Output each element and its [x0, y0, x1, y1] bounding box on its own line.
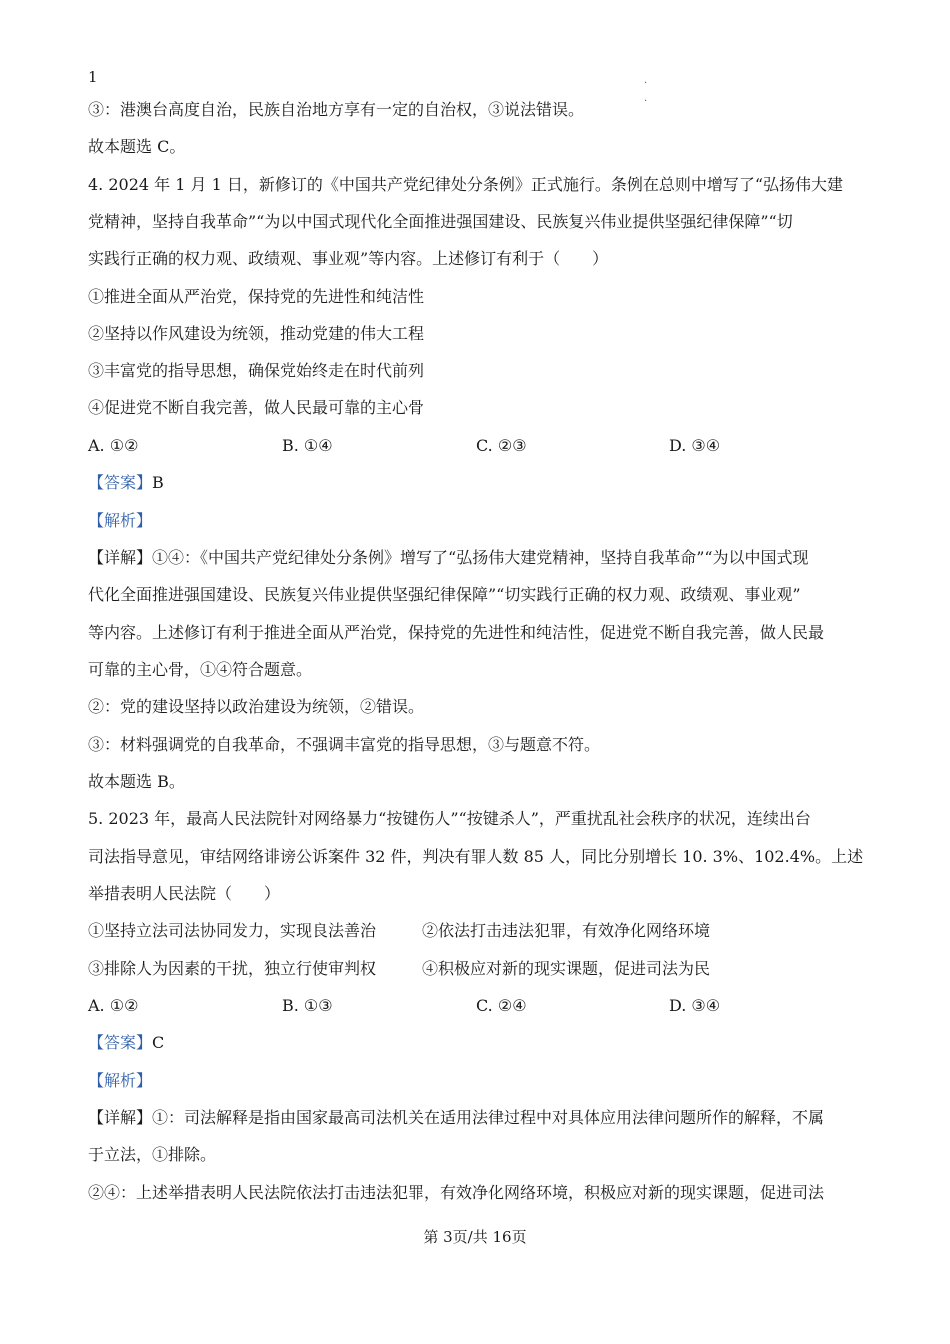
question-4-option-a: A. ①② [88, 436, 139, 455]
question-5-option-d: D. ③④ [669, 996, 721, 1015]
question-4-option-b: B. ①④ [282, 436, 333, 455]
question-4-statement: ④促进党不断自我完善，做人民最可靠的主心骨 [88, 398, 425, 417]
question-5-option-b: B. ①③ [282, 996, 333, 1015]
question-5-stem: 5. 2023 年，最高人民法院针对网络暴力“按键伤人”“按键杀人”，严重扰乱社会秩序的状况，连续出台 [88, 809, 811, 828]
page-footer: 第 3页/共 16页 [423, 1228, 527, 1246]
question-4-statement: ②坚持以作风建设为统领，推动党建的伟大工程 [88, 324, 425, 343]
detail-text: ①：司法解释是指由国家最高司法机关在适用法律过程中对具体应用法律问题所作的解释，不属 [152, 1108, 825, 1127]
question-5-detail: ②④：上述举措表明人民法院依法打击违法犯罪，有效净化网络环境，积极应对新的现实课题，促进司法 [88, 1183, 825, 1202]
question-5-statement: ④积极应对新的现实课题，促进司法为民 [422, 959, 711, 978]
dot: . [644, 93, 648, 104]
question-4-statement: ①推进全面从严治党，保持党的先进性和纯洁性 [88, 287, 425, 306]
question-4-stem: 实践行正确的权力观、政绩观、事业观”等内容。上述修订有利于（ ） [88, 249, 609, 268]
answer-tag: 【答案】 [88, 1033, 153, 1052]
analysis-tag: 【解析】 [88, 1071, 153, 1090]
corner-dots [644, 72, 647, 108]
question-4-detail [88, 548, 809, 568]
question-4-detail: ③：材料强调党的自我革命，不强调丰富党的指导思想，③与题意不符。 [88, 735, 601, 754]
question-5-detail: 于立法，①排除。 [88, 1145, 217, 1164]
question-5-answer [88, 1033, 164, 1053]
question-4-conclusion: 故本题选 B。 [88, 772, 185, 791]
question-5-statement: ③排除人为因素的干扰，独立行使审判权 [88, 959, 377, 978]
question-4-detail: 等内容。上述修订有利于推进全面从严治党，保持党的先进性和纯洁性，促进党不断自我完善，做人民最 [88, 623, 825, 642]
question-5-option-a: A. ①② [88, 996, 139, 1015]
question-4-stem: 4. 2024 年 1 月 1 日，新修订的《中国共产党纪律处分条例》正式施行。条例在总则中增写了“弘扬伟大建 [88, 175, 844, 194]
question-4-stem: 党精神，坚持自我革命”“为以中国式现代化全面推进强国建设、民族复兴伟业提供坚强纪律保障”“切 [88, 212, 793, 231]
question-4-option-c: C. ②③ [476, 436, 527, 455]
question-4-detail: 代化全面推进强国建设、民族复兴伟业提供坚强纪律保障”“切实践行正确的权力观、政绩观、事业观” [88, 585, 801, 604]
question-5-detail [88, 1108, 824, 1128]
detail-tag: 【详解】 [88, 548, 153, 567]
answer-value: B [152, 473, 164, 492]
question-5-stem: 举措表明人民法院（ ） [88, 884, 281, 903]
question-4-detail: 可靠的主心骨，①④符合题意。 [88, 660, 313, 679]
question-4-option-d: D. ③④ [669, 436, 721, 455]
question-5-option-c: C. ②④ [476, 996, 527, 1015]
dot: . [644, 75, 648, 86]
answer-tag: 【答案】 [88, 473, 153, 492]
question-4-statement: ③丰富党的指导思想，确保党始终走在时代前列 [88, 361, 425, 380]
text-line: ③：港澳台高度自治，民族自治地方享有一定的自治权，③说法错误。 [88, 100, 585, 119]
question-5-statement: ①坚持立法司法协同发力，实现良法善治 [88, 921, 377, 940]
question-4-answer [88, 473, 164, 493]
detail-tag: 【详解】 [88, 1108, 153, 1127]
text-line: 故本题选 C。 [88, 137, 186, 156]
question-5-statement: ②依法打击违法犯罪，有效净化网络环境 [422, 921, 711, 940]
analysis-tag: 【解析】 [88, 511, 153, 530]
question-5-stem: 司法指导意见，审结网络诽谤公诉案件 32 件，判决有罪人数 85 人，同比分别增长 10. 3%、102.4%。上述 [88, 847, 864, 866]
answer-value: C [152, 1033, 165, 1052]
page-mark: 1 [88, 68, 98, 86]
detail-text: ①④：《中国共产党纪律处分条例》增写了“弘扬伟大建党精神，坚持自我革命”“为以中国式现 [152, 548, 809, 567]
question-4-detail: ②：党的建设坚持以政治建设为统领，②错误。 [88, 697, 425, 716]
